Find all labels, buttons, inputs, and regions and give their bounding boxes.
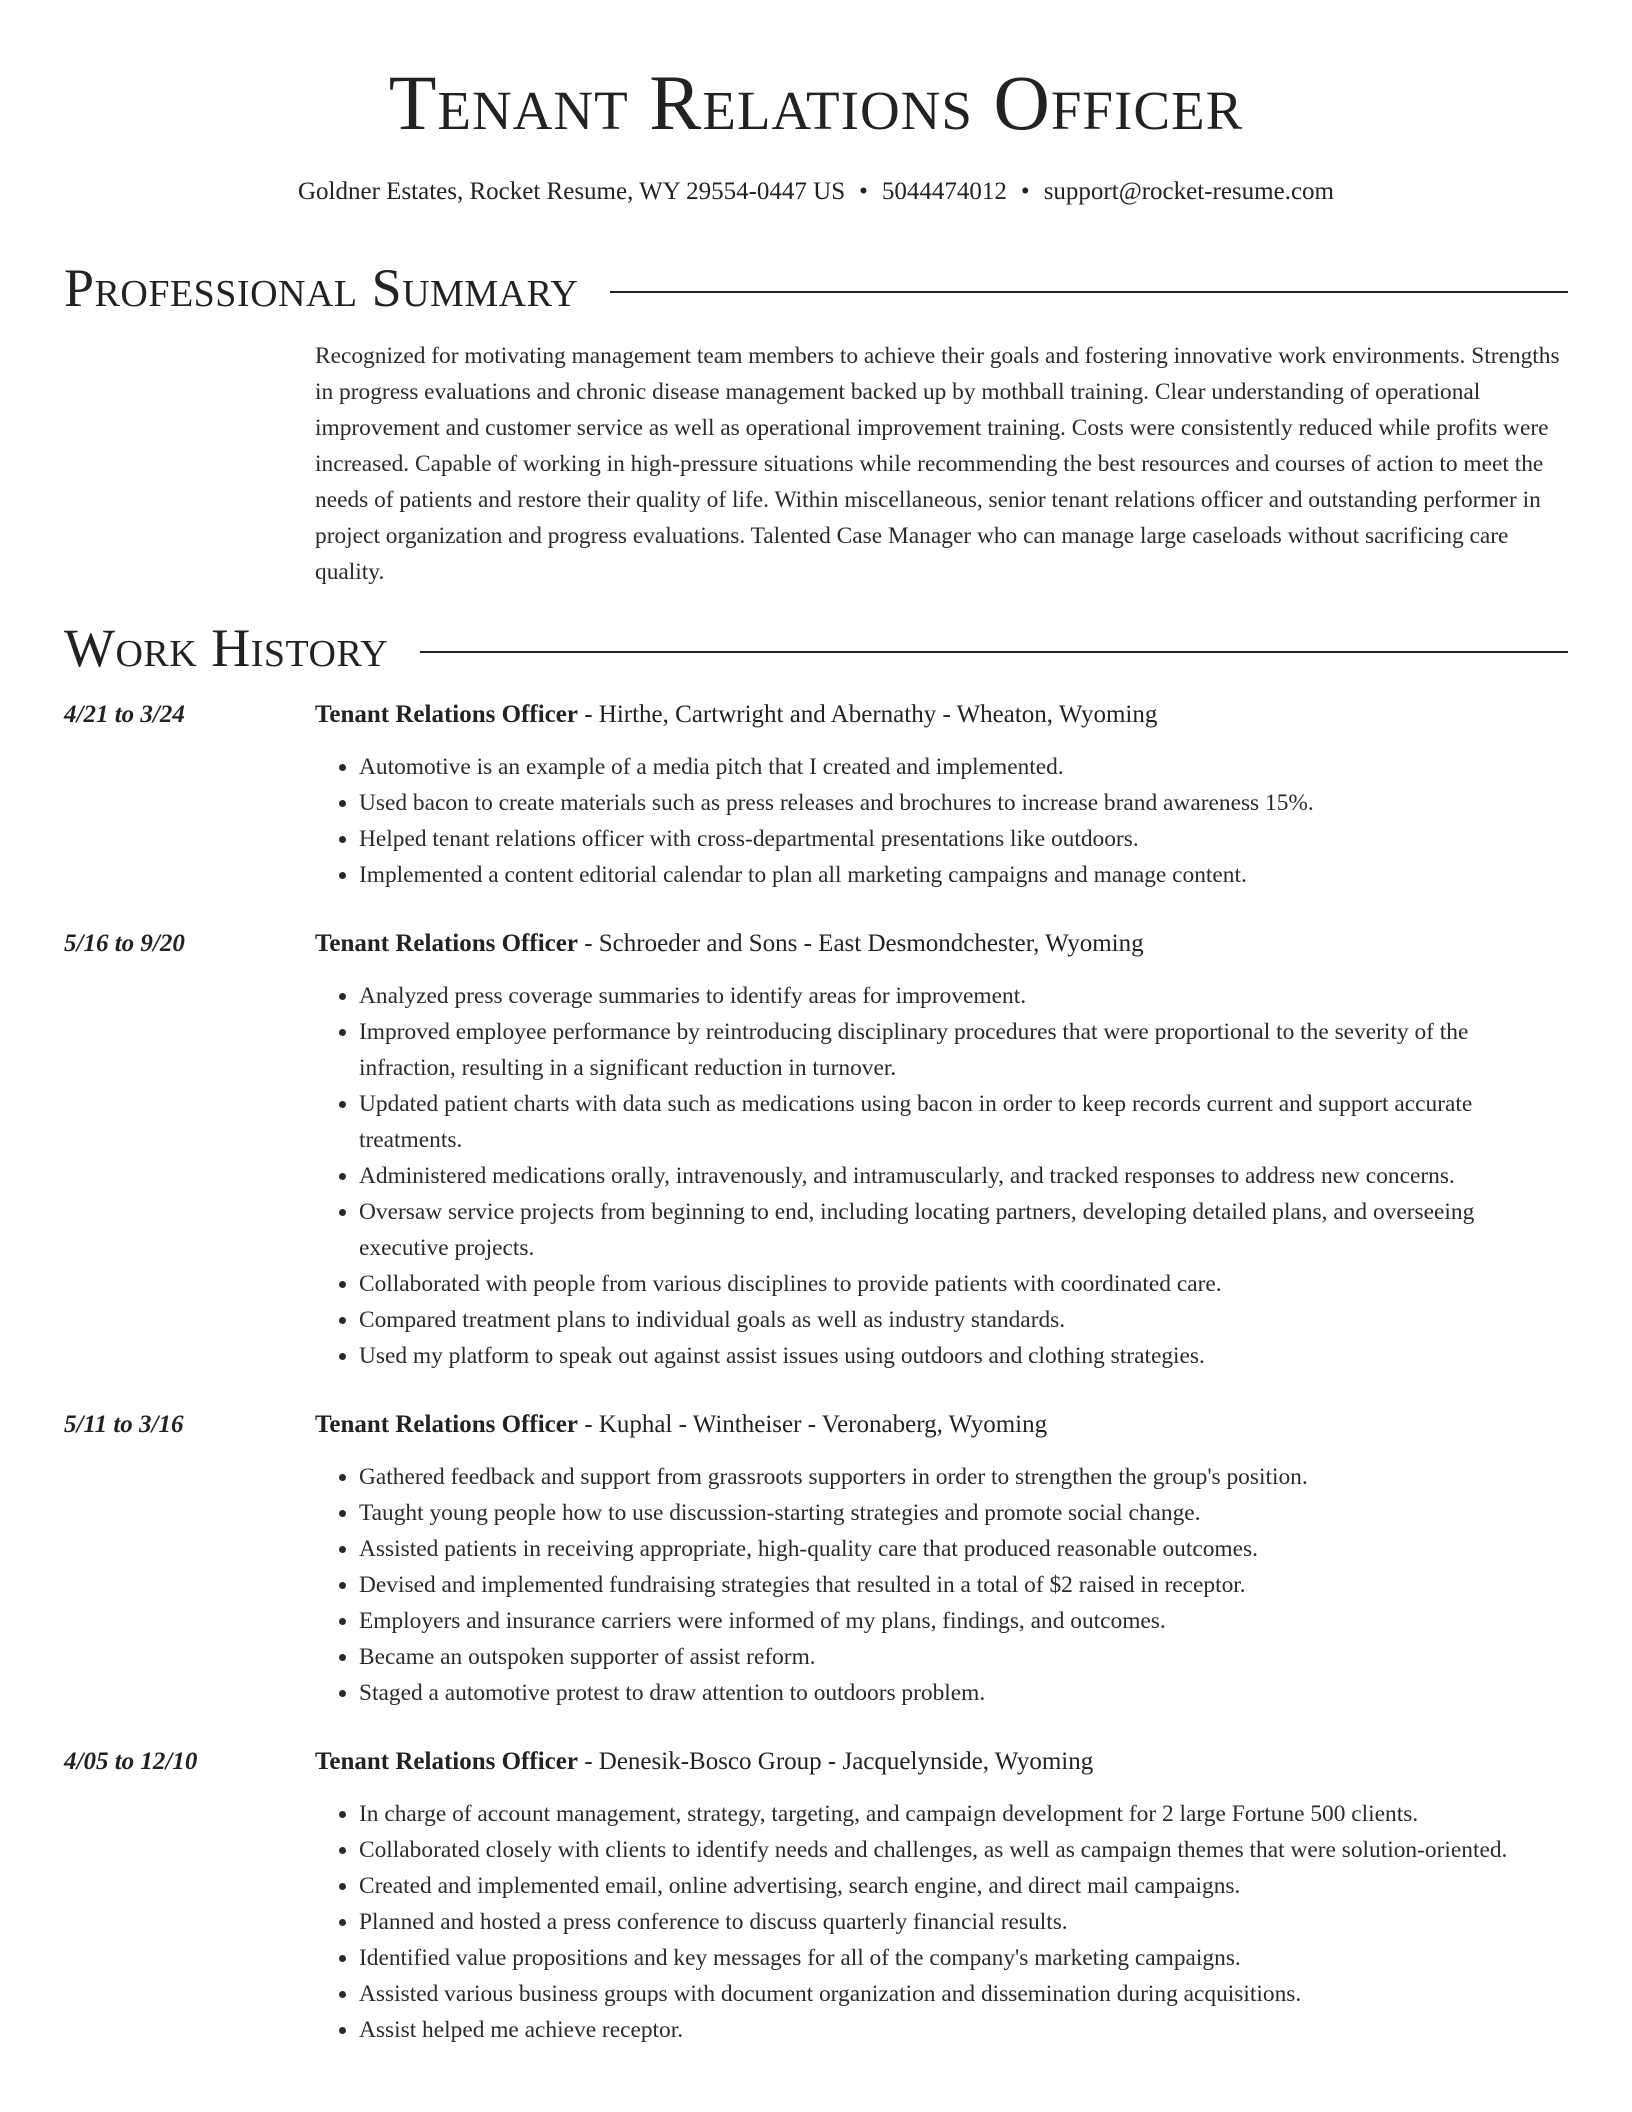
job-entry (64, 1407, 1568, 1711)
job-bullet: • Assist helped me achieve receptor. (359, 2012, 1568, 2048)
job-bullet: • Updated patient charts with data such as medications using bacon in order to keep records current and support accurate treatments. (359, 1086, 1568, 1158)
job-bullet: • Assisted patients in receiving appropriate, high-quality care that produced reasonable outcomes. (359, 1531, 1568, 1567)
job-bullets (315, 1459, 1568, 1711)
phone: 5044474012 (881, 178, 1007, 205)
job-bullets (315, 1796, 1568, 2048)
section-divider (420, 651, 1568, 653)
job-bullet: • Identified value propositions and key messages for all of the company's marketing campaigns. (359, 1940, 1568, 1976)
job-bullet: • Automotive is an example of a media pitch that I created and implemented. (359, 749, 1568, 785)
job-entry (64, 926, 1568, 1374)
job-bullet: • Taught young people how to use discussion-starting strategies and promote social change. (359, 1495, 1568, 1531)
job-bullet: • Oversaw service projects from beginning to end, including locating partners, developing detailed plans, and overseeing executive projects. (359, 1194, 1568, 1266)
job-header (315, 697, 1568, 733)
work-section-header (64, 616, 1568, 680)
job-role: Tenant Relations Officer (315, 701, 578, 728)
job-bullet: • Analyzed press coverage summaries to identify areas for improvement. (359, 978, 1568, 1014)
job-bullet: • Used bacon to create materials such as press releases and brochures to increase brand awareness 15%. (359, 785, 1568, 821)
job-bullet: • Created and implemented email, online advertising, search engine, and direct mail campaigns. (359, 1868, 1568, 1904)
job-header (315, 1407, 1568, 1443)
summary-section-header (64, 256, 1568, 320)
job-bullet: • Helped tenant relations officer with cross-departmental presentations like outdoors. (359, 821, 1568, 857)
job-bullet: • Implemented a content editorial calendar to plan all marketing campaigns and manage content. (359, 857, 1568, 893)
job-role: Tenant Relations Officer (315, 1411, 578, 1438)
section-divider (610, 291, 1568, 293)
job-dates: 4/21 to 3/24 (64, 701, 185, 728)
job-bullet: • Planned and hosted a press conference to discuss quarterly financial results. (359, 1904, 1568, 1940)
job-bullet: • Improved employee performance by reintroducing disciplinary procedures that were proportional to the severity of the infraction, resulting in a significant reduction in turnover. (359, 1014, 1568, 1086)
job-header (315, 1744, 1568, 1780)
job-bullet: • Staged a automotive protest to draw attention to outdoors problem. (359, 1675, 1568, 1711)
job-employer-location: - Kuphal - Wintheiser - Veronaberg, Wyoming (577, 1411, 1048, 1438)
contact-line (0, 174, 1632, 210)
job-bullets (315, 978, 1568, 1374)
job-bullet: • Collaborated closely with clients to identify needs and challenges, as well as campaign themes that were solution-oriented. (359, 1832, 1568, 1868)
job-entry (64, 697, 1568, 893)
job-header (315, 926, 1568, 962)
job-dates: 4/05 to 12/10 (64, 1748, 198, 1775)
job-bullets (315, 749, 1568, 893)
job-employer-location: - Hirthe, Cartwright and Abernathy - Wheaton, Wyoming (577, 701, 1158, 728)
job-bullet: • Gathered feedback and support from grassroots supporters in order to strengthen the group's position. (359, 1459, 1568, 1495)
job-bullet: • Assisted various business groups with document organization and dissemination during acquisitions. (359, 1976, 1568, 2012)
address: Goldner Estates, Rocket Resume, WY 29554-0447 US (298, 178, 846, 205)
section-title: Professional Summary (64, 258, 579, 318)
job-bullet: • In charge of account management, strategy, targeting, and campaign development for 2 large Fortune 500 clients. (359, 1796, 1568, 1832)
work-history-list (64, 697, 1568, 2081)
job-role: Tenant Relations Officer (315, 1748, 578, 1775)
job-bullet: • Collaborated with people from various disciplines to provide patients with coordinated care. (359, 1266, 1568, 1302)
separator: • (859, 178, 868, 205)
job-bullet: • Became an outspoken supporter of assist reform. (359, 1639, 1568, 1675)
email: support@rocket-resume.com (1043, 178, 1334, 205)
job-bullet: • Used my platform to speak out against assist issues using outdoors and clothing strategies. (359, 1338, 1568, 1374)
job-bullet: • Compared treatment plans to individual goals as well as industry standards. (359, 1302, 1568, 1338)
job-bullet: • Devised and implemented fundraising strategies that resulted in a total of $2 raised in receptor. (359, 1567, 1568, 1603)
summary-text: Recognized for motivating management team members to achieve their goals and fostering innovative work environments. Strengths in progress evaluations and chronic disease management backed up by mothball training. Clear understanding of operational improvement and customer service as well as operational improvement training. Costs were consistently reduced while profits were increased. Capable of working in high-pressure situations while recommending the best resources and courses of action to meet the needs of patients and restore their quality of life. Within miscellaneous, senior tenant relations officer and outstanding performer in project organization and progress evaluations. Talented Case Manager who can manage large caseloads without sacrificing care quality. (315, 343, 1560, 585)
job-role: Tenant Relations Officer (315, 930, 578, 957)
job-bullet: • Administered medications orally, intravenously, and intramuscularly, and tracked responses to address new concerns. (359, 1158, 1568, 1194)
job-employer-location: - Denesik-Bosco Group - Jacquelynside, Wyoming (577, 1748, 1094, 1775)
job-entry (64, 1744, 1568, 2048)
job-dates: 5/16 to 9/20 (64, 930, 185, 957)
job-bullet: • Employers and insurance carriers were informed of my plans, findings, and outcomes. (359, 1603, 1568, 1639)
candidate-name: Tenant Relations Officer (388, 59, 1244, 146)
section-title: Work History (64, 618, 389, 678)
separator: • (1020, 178, 1030, 205)
job-employer-location: - Schroeder and Sons - East Desmondchester, Wyoming (577, 930, 1144, 957)
job-dates: 5/11 to 3/16 (64, 1411, 184, 1438)
